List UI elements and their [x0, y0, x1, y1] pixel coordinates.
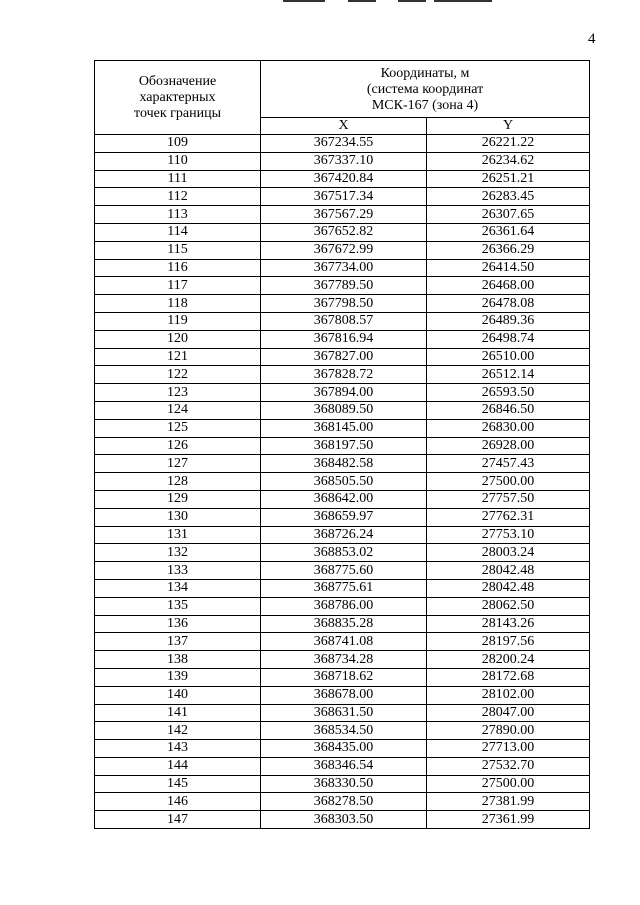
point-designation-header [95, 61, 261, 135]
y-coordinate-cell: 26251.21 [427, 170, 590, 188]
table-row [95, 615, 590, 633]
x-coordinate-cell: 367567.29 [261, 206, 427, 224]
point-number-cell: 129 [95, 490, 261, 508]
y-column-header: Y [427, 118, 590, 135]
y-coordinate-cell: 27757.50 [427, 490, 590, 508]
y-coordinate-cell: 26283.45 [427, 188, 590, 206]
y-coordinate-cell: 26478.08 [427, 295, 590, 313]
table-row [95, 490, 590, 508]
y-coordinate-cell: 26593.50 [427, 384, 590, 402]
coordinates-header [261, 61, 590, 118]
point-number-cell: 130 [95, 508, 261, 526]
table-row [95, 241, 590, 259]
point-number-cell: 109 [95, 135, 261, 153]
page-number: 4 [588, 31, 596, 47]
y-coordinate-cell: 28042.48 [427, 562, 590, 580]
y-coordinate-cell: 26221.22 [427, 135, 590, 153]
y-coordinate-cell: 26512.14 [427, 366, 590, 384]
table-row [95, 579, 590, 597]
top-scan-mark [398, 0, 426, 2]
table-row [95, 740, 590, 758]
point-number-cell: 147 [95, 811, 261, 829]
table-row [95, 686, 590, 704]
point-number-cell: 121 [95, 348, 261, 366]
table-row [95, 170, 590, 188]
table-row [95, 562, 590, 580]
y-coordinate-cell: 27762.31 [427, 508, 590, 526]
y-coordinate-cell: 26498.74 [427, 330, 590, 348]
table-row [95, 811, 590, 829]
y-coordinate-cell: 26830.00 [427, 419, 590, 437]
point-number-cell: 145 [95, 775, 261, 793]
point-number-cell: 111 [95, 170, 261, 188]
x-coordinate-cell: 368678.00 [261, 686, 427, 704]
y-coordinate-cell: 27361.99 [427, 811, 590, 829]
y-coordinate-cell: 28102.00 [427, 686, 590, 704]
point-number-cell: 140 [95, 686, 261, 704]
point-number-cell: 119 [95, 312, 261, 330]
x-coordinate-cell: 368835.28 [261, 615, 427, 633]
table-row [95, 277, 590, 295]
point-number-cell: 112 [95, 188, 261, 206]
x-coordinate-cell: 368734.28 [261, 651, 427, 669]
y-coordinate-cell: 28200.24 [427, 651, 590, 669]
coordinates-table [94, 60, 590, 829]
x-coordinate-cell: 367816.94 [261, 330, 427, 348]
y-coordinate-cell: 28042.48 [427, 579, 590, 597]
x-coordinate-cell: 368089.50 [261, 401, 427, 419]
point-number-cell: 137 [95, 633, 261, 651]
table-row [95, 401, 590, 419]
point-number-cell: 136 [95, 615, 261, 633]
x-coordinate-cell: 367828.72 [261, 366, 427, 384]
table-row [95, 366, 590, 384]
point-number-cell: 123 [95, 384, 261, 402]
top-scan-mark [434, 0, 492, 2]
y-coordinate-cell: 27532.70 [427, 757, 590, 775]
y-coordinate-cell: 27500.00 [427, 473, 590, 491]
y-coordinate-cell: 26468.00 [427, 277, 590, 295]
point-number-cell: 114 [95, 223, 261, 241]
header-line: точек границы [134, 105, 221, 121]
table-row [95, 223, 590, 241]
point-number-cell: 139 [95, 668, 261, 686]
point-number-cell: 135 [95, 597, 261, 615]
y-coordinate-cell: 26234.62 [427, 152, 590, 170]
x-coordinate-cell: 368718.62 [261, 668, 427, 686]
table-row [95, 437, 590, 455]
table-header [95, 61, 590, 135]
x-coordinate-cell: 367894.00 [261, 384, 427, 402]
y-coordinate-cell: 28172.68 [427, 668, 590, 686]
table-row [95, 152, 590, 170]
y-coordinate-cell: 26307.65 [427, 206, 590, 224]
top-scan-mark [283, 0, 325, 2]
x-coordinate-cell: 367827.00 [261, 348, 427, 366]
header-line: Координаты, м [380, 66, 470, 81]
y-coordinate-cell: 26489.36 [427, 312, 590, 330]
y-coordinate-cell: 27753.10 [427, 526, 590, 544]
table-row [95, 135, 590, 153]
point-number-cell: 124 [95, 401, 261, 419]
point-number-cell: 144 [95, 757, 261, 775]
point-number-cell: 125 [95, 419, 261, 437]
table-row [95, 312, 590, 330]
x-coordinate-cell: 368853.02 [261, 544, 427, 562]
point-number-cell: 133 [95, 562, 261, 580]
table-row [95, 206, 590, 224]
x-coordinate-cell: 368775.60 [261, 562, 427, 580]
point-number-cell: 110 [95, 152, 261, 170]
y-coordinate-cell: 27457.43 [427, 455, 590, 473]
y-coordinate-cell: 26414.50 [427, 259, 590, 277]
table-row [95, 384, 590, 402]
table-row [95, 348, 590, 366]
point-number-cell: 117 [95, 277, 261, 295]
y-coordinate-cell: 26510.00 [427, 348, 590, 366]
y-coordinate-cell: 26846.50 [427, 401, 590, 419]
point-number-cell: 134 [95, 579, 261, 597]
table-row [95, 775, 590, 793]
top-scan-mark [348, 0, 376, 2]
x-coordinate-cell: 368631.50 [261, 704, 427, 722]
x-coordinate-cell: 368330.50 [261, 775, 427, 793]
table-row [95, 722, 590, 740]
x-coordinate-cell: 367234.55 [261, 135, 427, 153]
x-coordinate-cell: 368346.54 [261, 757, 427, 775]
y-coordinate-cell: 28197.56 [427, 633, 590, 651]
x-coordinate-cell: 367652.82 [261, 223, 427, 241]
x-coordinate-cell: 368642.00 [261, 490, 427, 508]
table-row [95, 188, 590, 206]
point-number-cell: 138 [95, 651, 261, 669]
point-number-cell: 132 [95, 544, 261, 562]
x-column-header: X [261, 118, 427, 135]
table-row [95, 508, 590, 526]
x-coordinate-cell: 368278.50 [261, 793, 427, 811]
table-row [95, 544, 590, 562]
y-coordinate-cell: 26366.29 [427, 241, 590, 259]
table-body [95, 135, 590, 829]
x-coordinate-cell: 367808.57 [261, 312, 427, 330]
table-row [95, 473, 590, 491]
point-number-cell: 122 [95, 366, 261, 384]
table-row [95, 597, 590, 615]
x-coordinate-cell: 368775.61 [261, 579, 427, 597]
x-coordinate-cell: 368197.50 [261, 437, 427, 455]
y-coordinate-cell: 28047.00 [427, 704, 590, 722]
x-coordinate-cell: 367420.84 [261, 170, 427, 188]
y-coordinate-cell: 26361.64 [427, 223, 590, 241]
y-coordinate-cell: 26928.00 [427, 437, 590, 455]
table-row [95, 259, 590, 277]
table-row [95, 757, 590, 775]
y-coordinate-cell: 27500.00 [427, 775, 590, 793]
point-number-cell: 141 [95, 704, 261, 722]
point-number-cell: 115 [95, 241, 261, 259]
x-coordinate-cell: 368786.00 [261, 597, 427, 615]
x-coordinate-cell: 367798.50 [261, 295, 427, 313]
x-coordinate-cell: 367517.34 [261, 188, 427, 206]
table-row [95, 793, 590, 811]
header-line: Обозначение [138, 73, 217, 89]
x-coordinate-cell: 368505.50 [261, 473, 427, 491]
point-number-cell: 113 [95, 206, 261, 224]
point-number-cell: 128 [95, 473, 261, 491]
header-line: МСК-167 (зона 4) [371, 98, 479, 113]
x-coordinate-cell: 367672.99 [261, 241, 427, 259]
point-number-cell: 131 [95, 526, 261, 544]
x-coordinate-cell: 368145.00 [261, 419, 427, 437]
y-coordinate-cell: 28003.24 [427, 544, 590, 562]
x-coordinate-cell: 368303.50 [261, 811, 427, 829]
table-row [95, 295, 590, 313]
x-coordinate-cell: 368482.58 [261, 455, 427, 473]
table-row [95, 455, 590, 473]
x-coordinate-cell: 367789.50 [261, 277, 427, 295]
header-line: (система координат [366, 82, 484, 97]
y-coordinate-cell: 27890.00 [427, 722, 590, 740]
table-row [95, 633, 590, 651]
point-number-cell: 143 [95, 740, 261, 758]
y-coordinate-cell: 28062.50 [427, 597, 590, 615]
table-row [95, 526, 590, 544]
header-line: характерных [139, 89, 216, 105]
x-coordinate-cell: 368435.00 [261, 740, 427, 758]
point-number-cell: 127 [95, 455, 261, 473]
y-coordinate-cell: 27381.99 [427, 793, 590, 811]
x-coordinate-cell: 368741.08 [261, 633, 427, 651]
table-row [95, 330, 590, 348]
table-row [95, 668, 590, 686]
point-number-cell: 142 [95, 722, 261, 740]
point-number-cell: 146 [95, 793, 261, 811]
y-coordinate-cell: 28143.26 [427, 615, 590, 633]
point-number-cell: 126 [95, 437, 261, 455]
x-coordinate-cell: 367337.10 [261, 152, 427, 170]
point-number-cell: 120 [95, 330, 261, 348]
x-coordinate-cell: 368726.24 [261, 526, 427, 544]
table-row [95, 704, 590, 722]
point-number-cell: 116 [95, 259, 261, 277]
table-row [95, 651, 590, 669]
x-coordinate-cell: 368534.50 [261, 722, 427, 740]
x-coordinate-cell: 367734.00 [261, 259, 427, 277]
table-row [95, 419, 590, 437]
x-coordinate-cell: 368659.97 [261, 508, 427, 526]
point-number-cell: 118 [95, 295, 261, 313]
y-coordinate-cell: 27713.00 [427, 740, 590, 758]
